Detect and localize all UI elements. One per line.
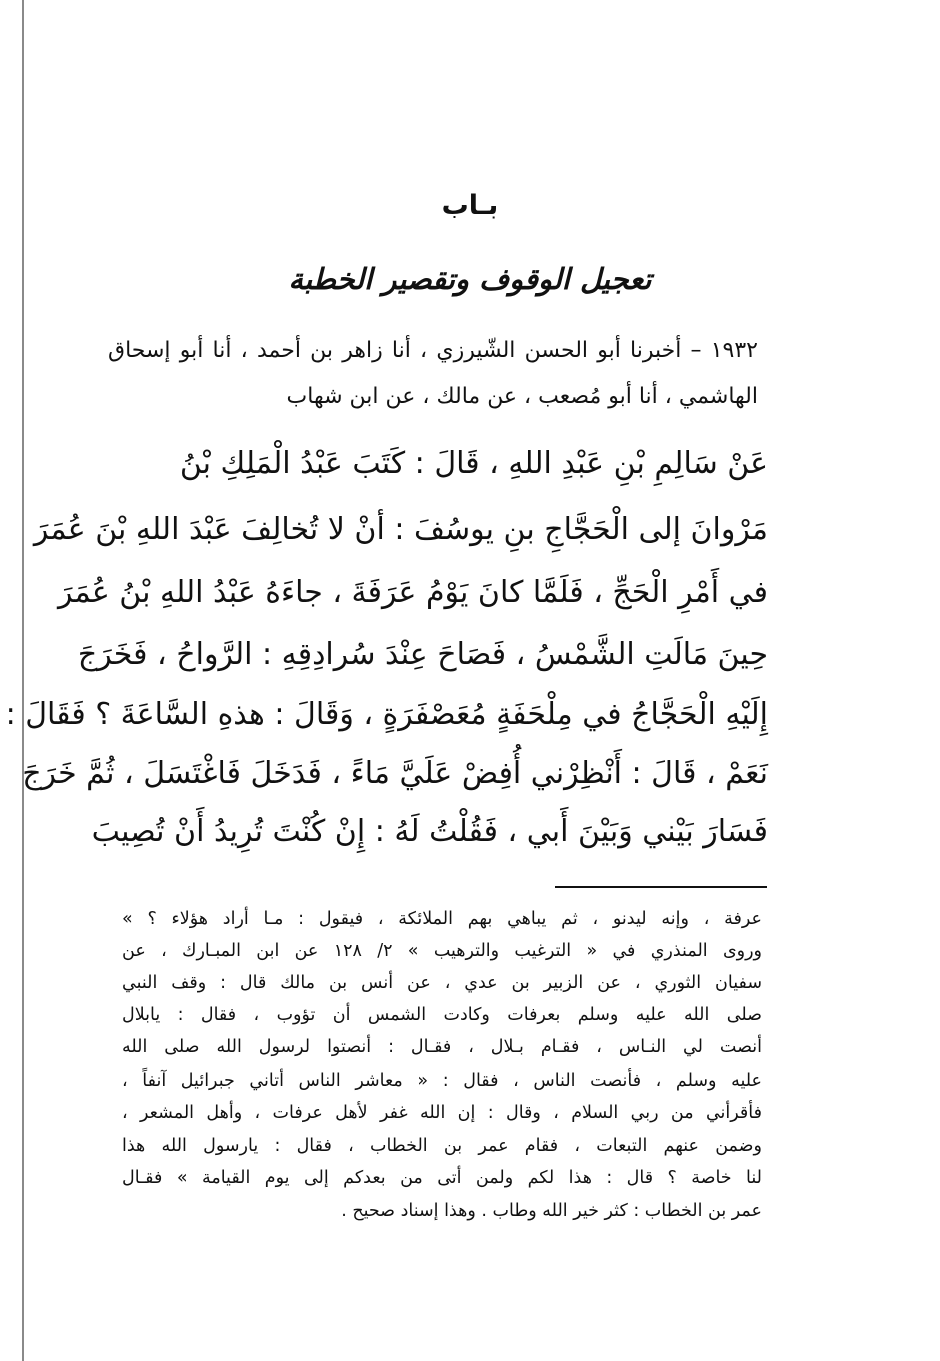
footnote-line: صلى الله عليه وسلم بعرفات وكادت الشمس أن تؤوب ، فقال : يابلال — [122, 1005, 762, 1025]
chapter-title: تعجيل الوقوف وتقصير الخطبة — [288, 262, 652, 296]
footnote-line: عرفة ، وإنه ليدنو ، ثم يباهي بهم الملائكة ، فيقول : مـا أراد هؤلاء ؟ » — [122, 909, 762, 929]
hadith-line: إِلَيْهِ الْحَجَّاجُ في مِلْحَفَةٍ مُعَصْفَرَةٍ ، وَقَالَ : هذهِ السَّاعَةَ ؟ فَقَالَ : — [5, 697, 768, 732]
chapter-heading: بـاب — [441, 190, 499, 221]
isnad-line: الهاشمي ، أنا أبو مُصعب ، عن مالك ، عن ابن شهاب — [286, 384, 758, 409]
footnote-line: فأقرأني من ربي السلام ، وقال : إن الله غفر لأهل عرفات ، وأهل المشعر ، — [122, 1103, 762, 1123]
footnote-line: عمر بن الخطاب : كثر خير الله وطاب . وهذا إسناد صحيح . — [341, 1201, 762, 1221]
footnote-separator — [555, 886, 767, 888]
footnote-line: سفيان الثوري ، عن الزبير بن عدي ، عن أنس بن مالك قال : وقف النبي — [122, 973, 762, 993]
hadith-line: نَعَمْ ، قَالَ : أَنْظِرْني أُفِضْ عَلَيَّ مَاءً ، فَدَخَلَ فَاغْتَسَلَ ، ثُمَّ خَرَجَ — [22, 756, 768, 791]
footnote-line: عليه وسلم ، فأنصت الناس ، فقال : « معاشر الناس أتاني جبرائيل آنفاً ، — [122, 1071, 762, 1091]
hadith-line: عَنْ سَالِمِ بْنِ عَبْدِ اللهِ ، قَالَ : كَتَبَ عَبْدُ الْمَلِكِ بْنُ — [179, 446, 768, 481]
footnote-line: لنا خاصة ؟ قال : هذا لكم ولمن أتى من بعدكم إلى يوم القيامة » فقـال — [122, 1168, 762, 1188]
footnote-line: أنصت لي النـاس ، فقـام بـلال ، فقـال : أنصتوا لرسول الله صلى الله — [122, 1037, 762, 1057]
hadith-line: في أَمْرِ الْحَجِّ ، فَلَمَّا كانَ يَوْمُ عَرَفَةَ ، جاءَهُ عَبْدُ اللهِ بْنُ عُمَرَ — [57, 575, 768, 610]
hadith-line: مَرْوانَ إلى الْحَجَّاجِ بنِ يوسُفَ : أنْ لا تُخالِفَ عَبْدَ اللهِ بْنَ عُمَرَ — [33, 512, 768, 547]
footnote-line: وروى المنذري في « الترغيب والترهيب » ٢/ ١٢٨ عن ابن المبـارك ، عن — [122, 941, 762, 961]
footnote-line: وضمن عنهم التبعات ، فقام عمر بن الخطاب ، فقال : يارسول الله هذا — [122, 1136, 762, 1156]
isnad-line: ١٩٣٢ – أخبرنا أبو الحسن الشّيرزي ، أنا زاهر بن أحمد ، أنا أبو إسحاق — [108, 338, 758, 363]
hadith-line: حِينَ مَالَتِ الشَّمْسُ ، فَصَاحَ عِنْدَ سُرادِقِهِ : الرَّواحُ ، فَخَرَجَ — [77, 637, 768, 672]
hadith-line: فَسَارَ بَيْني وَبَيْنَ أَبي ، فَقُلْتُ لَهُ : إِنْ كُنْتَ تُرِيدُ أَنْ تُصِيبَ — [91, 814, 768, 849]
